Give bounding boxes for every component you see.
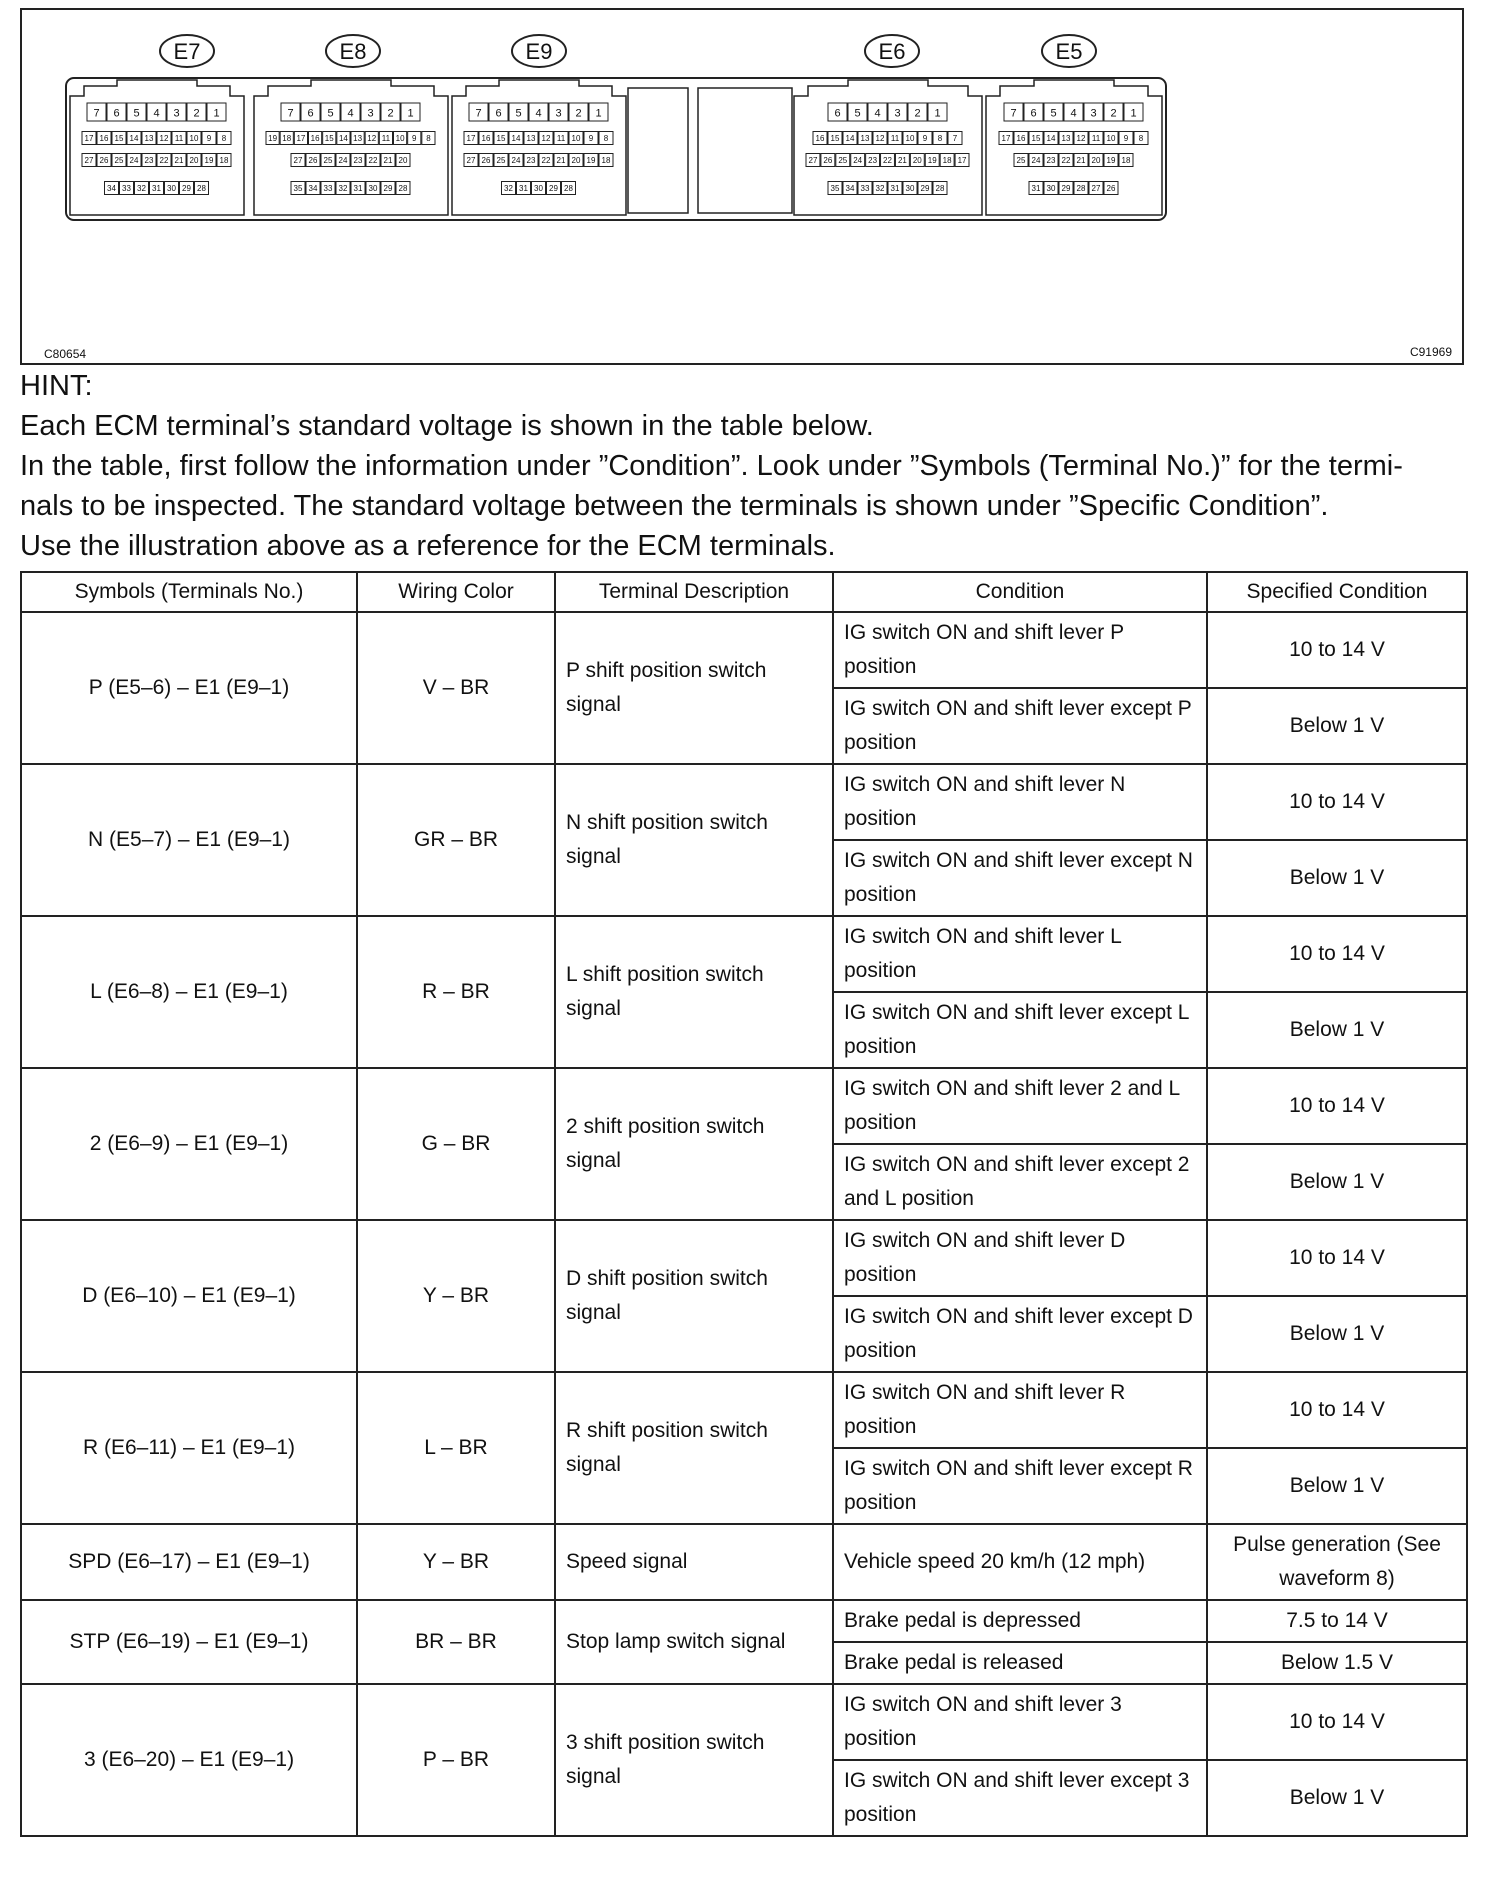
cell-specified-condition: Below 1 V bbox=[1207, 1760, 1467, 1836]
terminal-pin-number: 12 bbox=[367, 134, 377, 143]
terminal-pin-number: 24 bbox=[511, 156, 521, 165]
terminal-pin-number: 31 bbox=[152, 184, 161, 193]
cell-specified-condition: 10 to 14 V bbox=[1207, 612, 1467, 688]
terminal-pin-number: 24 bbox=[129, 156, 139, 165]
terminal-pin-number: 29 bbox=[383, 184, 393, 193]
terminal-pin-number: 1 bbox=[213, 107, 220, 120]
terminal-pin-number: 22 bbox=[541, 156, 551, 165]
terminal-pin-number: 17 bbox=[296, 134, 306, 143]
table-row bbox=[21, 1524, 1467, 1600]
terminal-pin-number: 24 bbox=[338, 156, 348, 165]
terminal-pin-number: 25 bbox=[1016, 156, 1026, 165]
cell-symbol: D (E6–10) – E1 (E9–1) bbox=[21, 1220, 357, 1372]
hint-line-3: nals to be inspected. The standard voltage between the terminals is shown under ”Specific Condition”. bbox=[20, 490, 1329, 522]
terminal-pin-number: 32 bbox=[504, 184, 513, 193]
terminal-pin-number: 31 bbox=[1031, 184, 1041, 193]
terminal-pin-number: 15 bbox=[1031, 134, 1041, 143]
cell-condition: IG switch ON and shift lever except D position bbox=[833, 1296, 1207, 1372]
terminal-pin-number: 27 bbox=[293, 156, 303, 165]
terminal-pin-number: 12 bbox=[1076, 134, 1086, 143]
terminal-pin-number: 19 bbox=[268, 134, 278, 143]
terminal-pin-number: 18 bbox=[219, 156, 229, 165]
terminal-pin-number: 17 bbox=[466, 134, 476, 143]
terminal-pin-number: 26 bbox=[823, 156, 833, 165]
cell-specified-condition: Below 1 V bbox=[1207, 1448, 1467, 1524]
terminal-pin-number: 25 bbox=[114, 156, 124, 165]
cell-specified-condition: Below 1 V bbox=[1207, 1296, 1467, 1372]
terminal-pin-number: 3 bbox=[173, 107, 180, 120]
terminal-pin-number: 15 bbox=[324, 134, 334, 143]
terminal-pin-number: 15 bbox=[114, 134, 124, 143]
terminal-pin-number: 25 bbox=[496, 156, 506, 165]
connector-label: E8 bbox=[339, 39, 367, 64]
blank-cavity bbox=[698, 88, 792, 213]
terminal-pin-number: 21 bbox=[383, 156, 393, 165]
terminal-pin-number: 35 bbox=[293, 184, 303, 193]
terminal-pin-number: 34 bbox=[308, 184, 318, 193]
terminal-pin-number: 6 bbox=[113, 107, 120, 120]
terminal-pin-number: 12 bbox=[541, 134, 551, 143]
terminal-pin-number: 9 bbox=[206, 134, 212, 143]
terminal-pin-number: 1 bbox=[934, 107, 941, 120]
connector-housing bbox=[66, 78, 1166, 220]
cell-condition: IG switch ON and shift lever except 2 and L position bbox=[833, 1144, 1207, 1220]
terminal-pin-number: 6 bbox=[1030, 107, 1037, 120]
cell-specified-condition: 10 to 14 V bbox=[1207, 764, 1467, 840]
terminal-pin-number: 4 bbox=[535, 107, 542, 120]
terminal-pin-number: 24 bbox=[853, 156, 863, 165]
terminal-pin-number: 10 bbox=[189, 134, 199, 143]
cell-specified-condition: Below 1.5 V bbox=[1207, 1642, 1467, 1684]
table-row bbox=[21, 1220, 1467, 1296]
terminal-pin-number: 17 bbox=[957, 156, 967, 165]
terminal-pin-number: 26 bbox=[481, 156, 491, 165]
terminal-pin-number: 11 bbox=[174, 134, 184, 143]
terminal-pin-number: 28 bbox=[398, 184, 408, 193]
terminal-pin-number: 12 bbox=[875, 134, 885, 143]
terminal-pin-number: 19 bbox=[204, 156, 214, 165]
terminal-pin-number: 33 bbox=[860, 184, 870, 193]
cell-terminal-description: P shift position switch signal bbox=[555, 612, 833, 764]
terminal-pin-number: 27 bbox=[466, 156, 476, 165]
terminal-pin-number: 23 bbox=[868, 156, 878, 165]
cell-wiring-color: V – BR bbox=[357, 612, 555, 764]
terminal-pin-number: 19 bbox=[1106, 156, 1116, 165]
terminal-pin-number: 11 bbox=[556, 134, 566, 143]
terminal-pin-number: 31 bbox=[890, 184, 900, 193]
cell-specified-condition: 10 to 14 V bbox=[1207, 1220, 1467, 1296]
cell-terminal-description: D shift position switch signal bbox=[555, 1220, 833, 1372]
terminal-pin-number: 13 bbox=[144, 134, 154, 143]
terminal-pin-number: 23 bbox=[144, 156, 154, 165]
connector-label: E7 bbox=[173, 39, 201, 64]
cell-wiring-color: Y – BR bbox=[357, 1220, 555, 1372]
terminal-pin-number: 10 bbox=[571, 134, 581, 143]
header-symbols: Symbols (Terminals No.) bbox=[21, 572, 357, 612]
terminal-pin-number: 33 bbox=[323, 184, 333, 193]
terminal-pin-number: 32 bbox=[875, 184, 885, 193]
cell-condition: Vehicle speed 20 km/h (12 mph) bbox=[833, 1524, 1207, 1600]
terminal-pin-number: 18 bbox=[282, 134, 292, 143]
terminal-pin-number: 6 bbox=[307, 107, 314, 120]
terminal-pin-number: 28 bbox=[197, 184, 206, 193]
terminal-pin-number: 21 bbox=[1076, 156, 1086, 165]
terminal-pin-number: 3 bbox=[894, 107, 901, 120]
connector-diagram bbox=[22, 10, 1462, 363]
terminal-pin-number: 11 bbox=[381, 134, 391, 143]
terminal-pin-number: 7 bbox=[1010, 107, 1017, 120]
cell-condition: IG switch ON and shift lever except N position bbox=[833, 840, 1207, 916]
connector-label: E9 bbox=[525, 39, 553, 64]
terminal-pin-number: 5 bbox=[133, 107, 140, 120]
hint-line-2: In the table, first follow the information under ”Condition”. Look under ”Symbols (Terminal No.)” for the termi- bbox=[20, 450, 1403, 482]
terminal-pin-number: 8 bbox=[426, 134, 431, 143]
terminal-pin-number: 4 bbox=[874, 107, 881, 120]
table-row bbox=[21, 1068, 1467, 1144]
terminal-pin-number: 2 bbox=[1110, 107, 1117, 120]
cell-condition: IG switch ON and shift lever 2 and L position bbox=[833, 1068, 1207, 1144]
terminal-pin-number: 10 bbox=[1106, 134, 1116, 143]
terminal-pin-number: 32 bbox=[338, 184, 348, 193]
terminal-pin-number: 8 bbox=[603, 134, 609, 143]
terminal-pin-number: 2 bbox=[575, 107, 582, 120]
terminal-pin-number: 22 bbox=[368, 156, 378, 165]
hint-title: HINT: bbox=[20, 370, 93, 402]
terminal-pin-number: 3 bbox=[367, 107, 374, 120]
cell-condition: IG switch ON and shift lever L position bbox=[833, 916, 1207, 992]
table-header-row bbox=[21, 572, 1467, 612]
terminal-pin-number: 18 bbox=[601, 156, 611, 165]
terminal-pin-number: 33 bbox=[122, 184, 131, 193]
terminal-pin-number: 25 bbox=[838, 156, 848, 165]
terminal-pin-number: 20 bbox=[1091, 156, 1101, 165]
terminal-pin-number: 14 bbox=[845, 134, 855, 143]
cell-specified-condition: Below 1 V bbox=[1207, 688, 1467, 764]
cell-specified-condition: 10 to 14 V bbox=[1207, 916, 1467, 992]
terminal-pin-number: 19 bbox=[586, 156, 596, 165]
terminal-pin-number: 23 bbox=[353, 156, 363, 165]
terminal-pin-number: 26 bbox=[99, 156, 109, 165]
figure-id-left: C80654 bbox=[44, 347, 87, 361]
terminal-pin-number: 10 bbox=[905, 134, 915, 143]
cell-specified-condition: 10 to 14 V bbox=[1207, 1684, 1467, 1760]
cell-condition: IG switch ON and shift lever 3 position bbox=[833, 1684, 1207, 1760]
terminal-voltage-table bbox=[20, 571, 1468, 1837]
cell-terminal-description: Stop lamp switch signal bbox=[555, 1600, 833, 1684]
terminal-pin-number: 13 bbox=[860, 134, 870, 143]
header-specified-condition: Specified Condition bbox=[1207, 572, 1467, 612]
terminal-pin-number: 26 bbox=[1106, 184, 1116, 193]
terminal-pin-number: 20 bbox=[398, 156, 408, 165]
terminal-pin-number: 9 bbox=[1123, 134, 1129, 143]
cell-specified-condition: Below 1 V bbox=[1207, 840, 1467, 916]
terminal-pin-number: 11 bbox=[890, 134, 900, 143]
terminal-pin-number: 6 bbox=[834, 107, 841, 120]
terminal-pin-number: 32 bbox=[137, 184, 146, 193]
terminal-pin-number: 20 bbox=[912, 156, 922, 165]
cell-terminal-description: R shift position switch signal bbox=[555, 1372, 833, 1524]
terminal-pin-number: 16 bbox=[815, 134, 825, 143]
cell-condition: IG switch ON and shift lever except 3 position bbox=[833, 1760, 1207, 1836]
hint-line-1: Each ECM terminal’s standard voltage is shown in the table below. bbox=[20, 410, 874, 442]
table-body bbox=[21, 612, 1467, 1836]
terminal-pin-number: 29 bbox=[182, 184, 191, 193]
header-condition: Condition bbox=[833, 572, 1207, 612]
terminal-pin-number: 8 bbox=[221, 134, 227, 143]
terminal-pin-number: 28 bbox=[564, 184, 573, 193]
terminal-pin-number: 30 bbox=[905, 184, 915, 193]
terminal-pin-number: 5 bbox=[1050, 107, 1057, 120]
figure-id-right: C91969 bbox=[1409, 345, 1452, 359]
cell-specified-condition: 7.5 to 14 V bbox=[1207, 1600, 1467, 1642]
terminal-pin-number: 28 bbox=[935, 184, 945, 193]
terminal-pin-number: 29 bbox=[549, 184, 558, 193]
terminal-pin-number: 4 bbox=[153, 107, 160, 120]
cell-specified-condition: Pulse generation (See waveform 8) bbox=[1207, 1524, 1467, 1600]
connector-label: E5 bbox=[1055, 39, 1083, 64]
cell-condition: IG switch ON and shift lever except P position bbox=[833, 688, 1207, 764]
cell-wiring-color: Y – BR bbox=[357, 1524, 555, 1600]
cell-condition: IG switch ON and shift lever R position bbox=[833, 1372, 1207, 1448]
terminal-pin-number: 22 bbox=[159, 156, 169, 165]
terminal-pin-number: 22 bbox=[1061, 156, 1071, 165]
terminal-pin-number: 24 bbox=[1031, 156, 1041, 165]
terminal-pin-number: 14 bbox=[1046, 134, 1056, 143]
connector-label: E6 bbox=[878, 39, 906, 64]
terminal-pin-number: 1 bbox=[595, 107, 602, 120]
terminal-pin-number: 23 bbox=[526, 156, 536, 165]
terminal-pin-number: 16 bbox=[481, 134, 491, 143]
cell-symbol: P (E5–6) – E1 (E9–1) bbox=[21, 612, 357, 764]
terminal-pin-number: 34 bbox=[107, 184, 116, 193]
terminal-pin-number: 15 bbox=[496, 134, 506, 143]
table-row bbox=[21, 1684, 1467, 1760]
terminal-pin-number: 35 bbox=[830, 184, 840, 193]
terminal-pin-number: 30 bbox=[1046, 184, 1056, 193]
terminal-pin-number: 9 bbox=[922, 134, 928, 143]
hint-block bbox=[20, 366, 1470, 566]
terminal-pin-number: 20 bbox=[189, 156, 199, 165]
cell-terminal-description: Speed signal bbox=[555, 1524, 833, 1600]
terminal-pin-number: 21 bbox=[556, 156, 566, 165]
terminal-pin-number: 10 bbox=[395, 134, 405, 143]
terminal-pin-number: 14 bbox=[511, 134, 521, 143]
terminal-pin-number: 30 bbox=[167, 184, 176, 193]
ecm-connector-figure bbox=[20, 8, 1464, 365]
cell-symbol: R (E6–11) – E1 (E9–1) bbox=[21, 1372, 357, 1524]
cell-terminal-description: N shift position switch signal bbox=[555, 764, 833, 916]
terminal-pin-number: 18 bbox=[942, 156, 952, 165]
cell-specified-condition: Below 1 V bbox=[1207, 992, 1467, 1068]
cell-condition: IG switch ON and shift lever D position bbox=[833, 1220, 1207, 1296]
terminal-pin-number: 14 bbox=[338, 134, 348, 143]
terminal-pin-number: 4 bbox=[347, 107, 354, 120]
blank-cavity bbox=[628, 88, 688, 213]
terminal-pin-number: 30 bbox=[368, 184, 378, 193]
terminal-pin-number: 7 bbox=[93, 107, 100, 120]
cell-wiring-color: L – BR bbox=[357, 1372, 555, 1524]
terminal-pin-number: 21 bbox=[897, 156, 907, 165]
cell-symbol: STP (E6–19) – E1 (E9–1) bbox=[21, 1600, 357, 1684]
cell-symbol: L (E6–8) – E1 (E9–1) bbox=[21, 916, 357, 1068]
terminal-pin-number: 21 bbox=[174, 156, 184, 165]
terminal-pin-number: 22 bbox=[883, 156, 892, 165]
table-row bbox=[21, 916, 1467, 992]
terminal-pin-number: 26 bbox=[308, 156, 318, 165]
cell-terminal-description: 3 shift position switch signal bbox=[555, 1684, 833, 1836]
terminal-pin-number: 16 bbox=[310, 134, 320, 143]
cell-wiring-color: G – BR bbox=[357, 1068, 555, 1220]
terminal-pin-number: 5 bbox=[854, 107, 861, 120]
terminal-pin-number: 27 bbox=[1091, 184, 1101, 193]
cell-symbol: SPD (E6–17) – E1 (E9–1) bbox=[21, 1524, 357, 1600]
terminal-pin-number: 16 bbox=[1016, 134, 1026, 143]
header-terminal-description: Terminal Description bbox=[555, 572, 833, 612]
terminal-pin-number: 1 bbox=[407, 107, 414, 120]
terminal-pin-number: 12 bbox=[159, 134, 169, 143]
terminal-pin-number: 7 bbox=[952, 134, 958, 143]
terminal-pin-number: 17 bbox=[84, 134, 94, 143]
table-row bbox=[21, 1600, 1467, 1642]
cell-symbol: N (E5–7) – E1 (E9–1) bbox=[21, 764, 357, 916]
terminal-pin-number: 2 bbox=[914, 107, 921, 120]
terminal-pin-number: 13 bbox=[353, 134, 363, 143]
terminal-pin-number: 9 bbox=[412, 134, 417, 143]
cell-condition: IG switch ON and shift lever P position bbox=[833, 612, 1207, 688]
header-wiring-color: Wiring Color bbox=[357, 572, 555, 612]
terminal-pin-number: 8 bbox=[937, 134, 943, 143]
cell-condition: Brake pedal is depressed bbox=[833, 1600, 1207, 1642]
terminal-pin-number: 27 bbox=[84, 156, 94, 165]
cell-wiring-color: BR – BR bbox=[357, 1600, 555, 1684]
cell-terminal-description: L shift position switch signal bbox=[555, 916, 833, 1068]
cell-specified-condition: Below 1 V bbox=[1207, 1144, 1467, 1220]
terminal-pin-number: 4 bbox=[1070, 107, 1077, 120]
cell-condition: IG switch ON and shift lever except R position bbox=[833, 1448, 1207, 1524]
terminal-pin-number: 8 bbox=[1138, 134, 1144, 143]
terminal-pin-number: 6 bbox=[495, 107, 502, 120]
terminal-pin-number: 9 bbox=[588, 134, 594, 143]
terminal-pin-number: 3 bbox=[555, 107, 562, 120]
cell-condition: IG switch ON and shift lever N position bbox=[833, 764, 1207, 840]
terminal-pin-number: 2 bbox=[387, 107, 394, 120]
terminal-pin-number: 5 bbox=[515, 107, 522, 120]
cell-symbol: 2 (E6–9) – E1 (E9–1) bbox=[21, 1068, 357, 1220]
terminal-pin-number: 17 bbox=[1001, 134, 1011, 143]
terminal-pin-number: 29 bbox=[1061, 184, 1071, 193]
cell-symbol: 3 (E6–20) – E1 (E9–1) bbox=[21, 1684, 357, 1836]
cell-specified-condition: 10 to 14 V bbox=[1207, 1372, 1467, 1448]
terminal-pin-number: 16 bbox=[99, 134, 109, 143]
terminal-pin-number: 7 bbox=[475, 107, 482, 120]
terminal-pin-number: 34 bbox=[845, 184, 855, 193]
terminal-pin-number: 28 bbox=[1076, 184, 1086, 193]
terminal-pin-number: 1 bbox=[1130, 107, 1137, 120]
terminal-pin-number: 11 bbox=[1091, 134, 1101, 143]
terminal-pin-number: 13 bbox=[1061, 134, 1071, 143]
terminal-pin-number: 14 bbox=[129, 134, 139, 143]
terminal-pin-number: 29 bbox=[920, 184, 930, 193]
terminal-pin-number: 13 bbox=[526, 134, 536, 143]
hint-line-4: Use the illustration above as a reference for the ECM terminals. bbox=[20, 530, 836, 562]
table-row bbox=[21, 764, 1467, 840]
terminal-pin-number: 5 bbox=[327, 107, 334, 120]
cell-condition: Brake pedal is released bbox=[833, 1642, 1207, 1684]
terminal-pin-number: 31 bbox=[353, 184, 363, 193]
terminal-pin-number: 27 bbox=[808, 156, 818, 165]
table-row bbox=[21, 1372, 1467, 1448]
terminal-pin-number: 15 bbox=[830, 134, 840, 143]
cell-wiring-color: P – BR bbox=[357, 1684, 555, 1836]
terminal-pin-number: 20 bbox=[571, 156, 581, 165]
terminal-pin-number: 25 bbox=[323, 156, 333, 165]
terminal-pin-number: 19 bbox=[927, 156, 937, 165]
terminal-pin-number: 2 bbox=[193, 107, 200, 120]
table-row bbox=[21, 612, 1467, 688]
cell-terminal-description: 2 shift position switch signal bbox=[555, 1068, 833, 1220]
terminal-pin-number: 30 bbox=[534, 184, 543, 193]
terminal-pin-number: 23 bbox=[1046, 156, 1056, 165]
cell-specified-condition: 10 to 14 V bbox=[1207, 1068, 1467, 1144]
terminal-pin-number: 18 bbox=[1121, 156, 1131, 165]
cell-wiring-color: R – BR bbox=[357, 916, 555, 1068]
terminal-pin-number: 7 bbox=[287, 107, 294, 120]
terminal-pin-number: 3 bbox=[1090, 107, 1097, 120]
cell-condition: IG switch ON and shift lever except L position bbox=[833, 992, 1207, 1068]
terminal-pin-number: 31 bbox=[519, 184, 528, 193]
cell-wiring-color: GR – BR bbox=[357, 764, 555, 916]
